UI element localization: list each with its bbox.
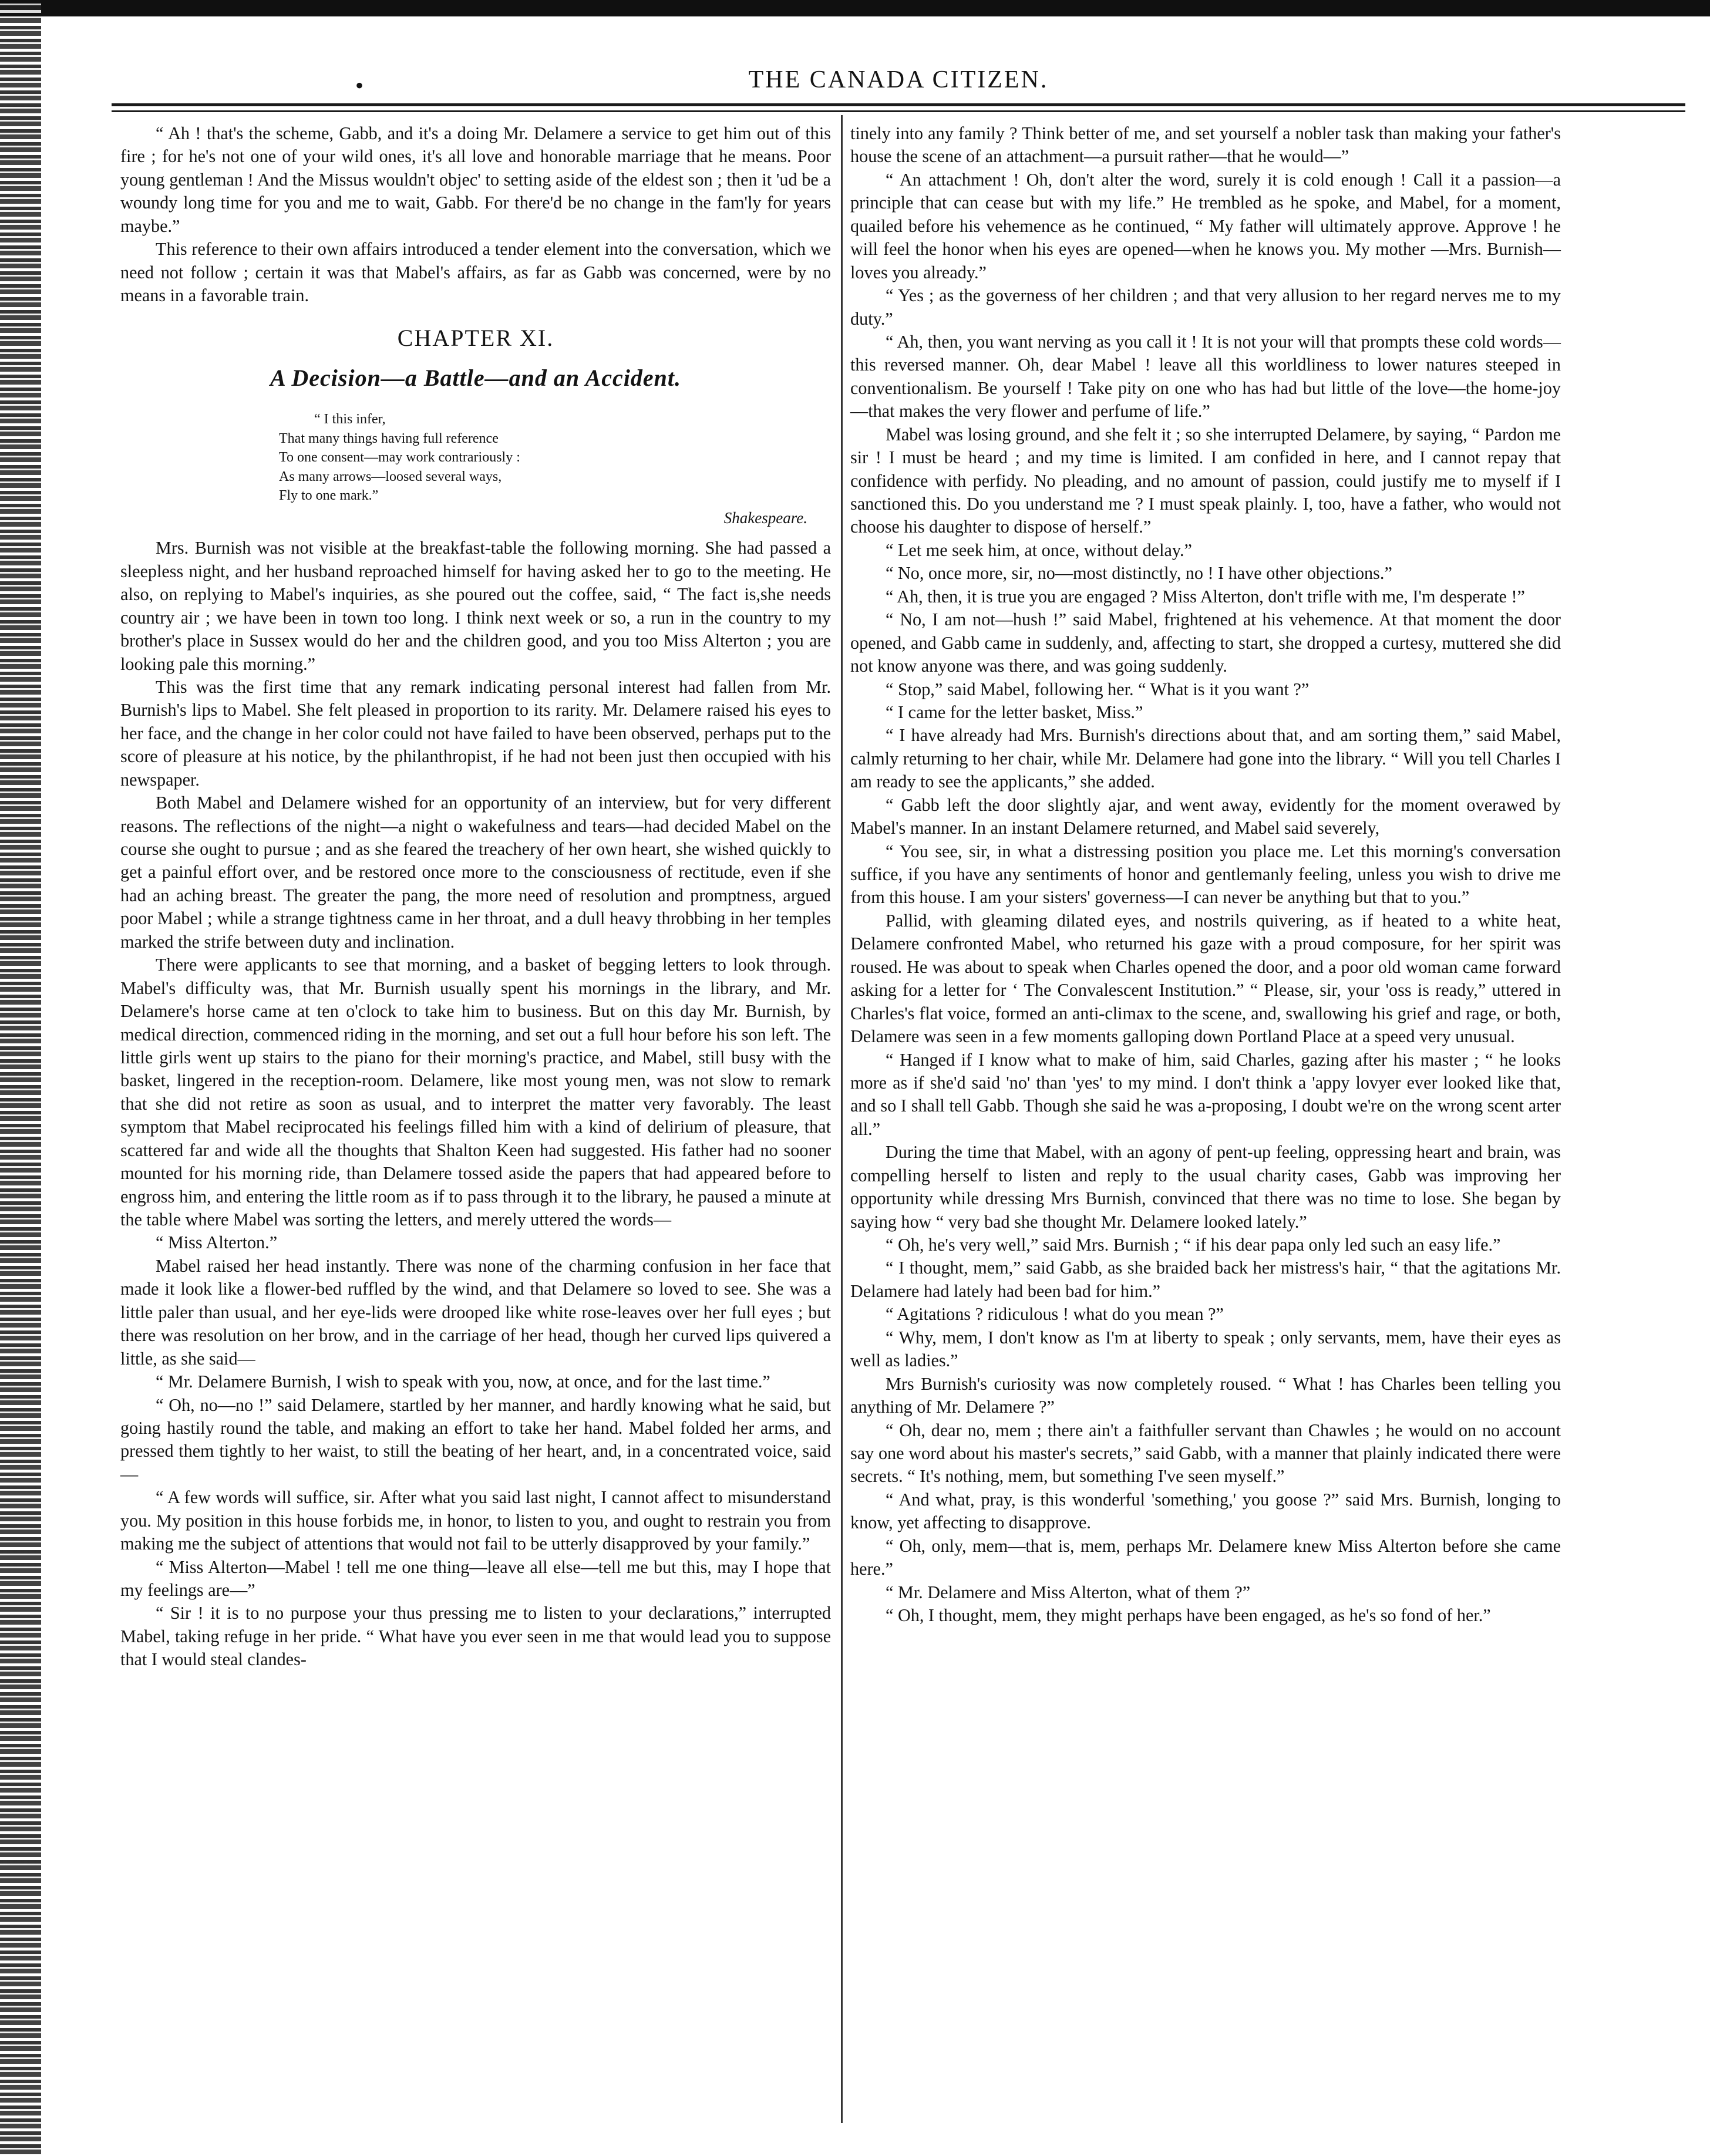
column-separator <box>841 115 843 2123</box>
right-column <box>850 122 1561 1627</box>
epigraph-attribution: Shakespeare. <box>723 509 807 527</box>
paragraph: “ An attachment ! Oh, don't alter the word, surely it is cold enough ! Call it a passion—a principle that can cease but with my life.” He trembled as he spoke, and Mabel, for a moment, quailed before his vehemence as he continued, “ My father will ultimately approve. Approve ! he will feel the honor when his eyes are opened—when he knows you. My mother —Mrs. Burnish—loves you already.” <box>850 169 1561 282</box>
paragraph: “ No, I am not—hush !” said Mabel, frightened at his vehemence. At that moment the door opened, and Gabb came in suddenly, and, affecting to start, she dropped a curtesy, muttered she did not know anyone was there, and was going suddenly. <box>850 609 1561 676</box>
paragraph: “ Why, mem, I don't know as I'm at liberty to speak ; only servants, mem, have their eyes as well as ladies.” <box>850 1327 1561 1371</box>
top-border-bar <box>0 0 1710 16</box>
paragraph: “ Stop,” said Mabel, following her. “ What is it you want ?” <box>886 679 1310 699</box>
header-dot: • <box>355 72 366 99</box>
page-header <box>112 66 1685 99</box>
paragraph: “ Oh, I thought, mem, they might perhaps have been engaged, as he's so fond of her.” <box>886 1605 1491 1625</box>
paragraph: “ Yes ; as the governess of her children ; and that very allusion to her regard nerves me to my duty.” <box>850 285 1561 329</box>
paragraph: Mrs Burnish's curiosity was now completely roused. “ What ! has Charles been telling you anything of Mr. Delamere ?” <box>850 1373 1561 1417</box>
paragraph: This reference to their own affairs introduced a tender element into the conversation, which we need not follow ; certain it was that Mabel's affairs, as far as Gabb was concerned, were by no means in a favorable train. <box>120 239 831 306</box>
epigraph-line: To one consent—may work contrariously : <box>279 450 520 466</box>
epigraph <box>279 410 831 506</box>
paragraph: “ Ah, then, it is true you are engaged ? Miss Alterton, don't trifle with me, I'm desperate !” <box>886 586 1525 607</box>
paragraph: tinely into any family ? Think better of me, and set yourself a nobler task than making your father's house the scene of an attachment—a pursuit rather—that he would—” <box>850 123 1561 167</box>
paragraph: Pallid, with gleaming dilated eyes, and nostrils quivering, as if heated to a white heat, Delamere confronted Mabel, who returned his gaze with a proud composure, for her spirit was roused. He was about to speak when Charles opened the door, and a poor old woman came forward asking for a letter for ‘ The Convalescent Institution.” “ Please, sir, your 'oss is ready,” uttered in Charles's flat voice, formed an anti-climax to the scene, and, swallowing his grief and rage, or both, Delamere was seen in a few moments galloping down Portland Place at a speed very unusual. <box>850 910 1561 1047</box>
header-rule-thick <box>112 103 1685 106</box>
paragraph: “ And what, pray, is this wonderful 'something,' you goose ?” said Mrs. Burnish, longing to know, yet affecting to disapprove. <box>850 1489 1561 1533</box>
paragraph: “ Oh, only, mem—that is, mem, perhaps Mr. Delamere knew Miss Alterton before she came here.” <box>850 1535 1561 1579</box>
paragraph: Both Mabel and Delamere wished for an opportunity of an interview, but for very different reasons. The reflections of the night—a night o wakefulness and tears—had decided Mabel on the course she ought to pursue ; and as she feared the treachery of her own heart, she wished quickly to get a painful effort over, and be restored once more to the consciousness of rectitude, even if she had an aching breast. The greater the pang, the more need of resolution and promptness, argued poor Mabel ; while a strange tightness came in her throat, and a dull heavy throbbing in her temples marked the strife between duty and inclination. <box>120 793 831 952</box>
paragraph: “ Mr. Delamere and Miss Alterton, what of them ?” <box>886 1582 1251 1602</box>
paragraph: “ Oh, he's very well,” said Mrs. Burnish ; “ if his dear papa only led such an easy life.” <box>886 1235 1501 1255</box>
paragraph: “ You see, sir, in what a distressing position you place me. Let this morning's conversation suffice, if you have any sentiments of honor and gentlemanly feeling, unless you wish to drive me from this house. I am your sisters' governess—I can never be anything but that to you.” <box>850 841 1561 908</box>
paragraph: “ Gabb left the door slightly ajar, and went away, evidently for the moment overawed by Mabel's manner. In an instant Delamere returned, and Mabel said severely, <box>850 794 1561 838</box>
paragraph: “ Miss Alterton.” <box>156 1232 278 1253</box>
paragraph: “ Sir ! it is to no purpose your thus pressing me to listen to your declarations,” interrupted Mabel, taking refuge in her pride. “ What have you ever seen in me that would lead you to suppose that I would steal clandes- <box>120 1603 831 1670</box>
epigraph-line: “ I this infer, <box>314 411 386 427</box>
scan-binding-edge <box>0 0 41 2156</box>
paragraph: “ Agitations ? ridiculous ! what do you mean ?” <box>886 1304 1224 1325</box>
epigraph-line: As many arrows—loosed several ways, <box>279 469 502 484</box>
paragraph: “ Ah ! that's the scheme, Gabb, and it's a doing Mr. Delamere a service to get him out of this fire ; for he's not one of your wild ones, it's all love and honorable marriage that he means. Poor young gentleman ! And the Missus wouldn't objec' to setting aside of the eldest son ; then it 'ud be a woundy long time for you and me to wait, Gabb. For there'd be no change in the fam'ly for years maybe.” <box>120 123 831 236</box>
paragraph: “ Let me seek him, at once, without delay.” <box>886 540 1192 560</box>
newspaper-title: THE CANADA CITIZEN. <box>748 66 1049 93</box>
paragraph: “ No, once more, sir, no—most distinctly, no ! I have other objections.” <box>886 563 1392 584</box>
paragraph: “ Hanged if I know what to make of him, said Charles, gazing after his master ; “ he looks more as if she'd said 'no' than 'yes' to my mind. I don't think a 'appy lovyer ever looked like that, and so I shall tell Gabb. Though she said he was a-proposing, I doubt we're on the wrong scent arter all.” <box>850 1049 1561 1139</box>
paragraph: “ Oh, no—no !” said Delamere, startled by her manner, and hardly knowing what he said, but going hastily round the table, and making an effort to take her hand. Mabel folded her arms, and pressed them tightly to her waist, to still the beating of her heart, and, in a concentrated voice, said— <box>120 1394 831 1484</box>
epigraph-line: That many things having full reference <box>279 430 499 446</box>
paragraph: “ I thought, mem,” said Gabb, as she braided back her mistress's hair, “ that the agitations Mr. Delamere had lately had been bad for him.” <box>850 1258 1561 1301</box>
paragraph: “ I have already had Mrs. Burnish's directions about that, and am sorting them,” said Mabel, calmly returning to her chair, while Mr. Delamere had gone into the library. “ Will you tell Charles I am ready to see the applicants,” she added. <box>850 725 1561 792</box>
left-column <box>120 122 831 1672</box>
chapter-subtitle: A Decision—a Battle—and an Accident. <box>270 364 682 391</box>
paragraph: “ Oh, dear no, mem ; there ain't a faithfuller servant than Chawles ; he would on no account say one word about his master's secrets,” said Gabb, with a manner that plainly indicated there were secrets. “ It's nothing, mem, but something I've seen myself.” <box>850 1420 1561 1487</box>
header-rule-thin <box>112 110 1685 112</box>
paragraph: “ A few words will suffice, sir. After what you said last night, I cannot affect to misunderstand you. My position in this house forbids me, in honor, to listen to you, and ought to restrain you from making me the subject of attentions that would not fail to be utterly disapproved by your family.” <box>120 1487 831 1554</box>
paragraph: This was the first time that any remark indicating personal interest had fallen from Mr. Burnish's lips to Mabel. She felt pleased in proportion to its rarity. Mr. Delamere raised his eyes to her face, and the change in her color could not have failed to have been observed, perhaps put to the score of pleasure at his notice, by the philanthropist, if he had not been just then occupied with his newspaper. <box>120 676 831 790</box>
paragraph: Mabel raised her head instantly. There was none of the charming confusion in her face that made it look like a flower-bed ruffled by the wind, and that Delamere so loved to see. She was a little paler than usual, and her eye-lids were drooped like white rose-leaves over her full eyes ; but there was resolution on her brow, and in the carriage of her head, though her curved lips quivered a little, as she said— <box>120 1255 831 1369</box>
paragraph: Mabel was losing ground, and she felt it ; so she interrupted Delamere, by saying, “ Pardon me sir ! I must be heard ; and my time is limited. I am confided in here, and I cannot repay that confidence with perfidy. No pleading, and no amount of passion, could justify me to myself if I sanctioned this. Do you understand me ? I must speak plainly. I, too, have a father, who would not choose his daughter to dispose of herself.” <box>850 424 1561 537</box>
epigraph-line: Fly to one mark.” <box>279 488 379 504</box>
paragraph: There were applicants to see that morning, and a basket of begging letters to look through. Mabel's difficulty was, that Mr. Burnish usually spent his mornings in the library, and Mr. Delamere's horse came at ten o'clock to take him to business. But on this day Mr. Burnish, by medical direction, commenced riding in the morning, and set out a full hour before his son left. The little girls went up stairs to the piano for their morning's practice, and Mabel, still busy with the basket, lingered in the reception-room. Delamere, like most young men, was not slow to remark that she did not retire as soon as usual, and to interpret the matter very favorably. The least symptom that Mabel reciprocated his feelings filled him with a kind of delirium of pleasure, that scattered far and wide all the thoughts that Shalton Keen had suggested. His father had no sooner mounted for his morning ride, than Delamere tossed aside the papers that had appeared before to engross him, and entering the little room as if to pass through it to the library, he paused a minute at the table where Mabel was sorting the letters, and merely uttered the words— <box>120 955 831 1230</box>
paragraph: “ Miss Alterton—Mabel ! tell me one thing—leave all else—tell me but this, may I hope that my feelings are—” <box>120 1557 831 1601</box>
paragraph: “ Mr. Delamere Burnish, I wish to speak with you, now, at once, and for the last time.” <box>156 1372 770 1392</box>
paragraph: “ I came for the letter basket, Miss.” <box>886 702 1143 722</box>
paragraph: During the time that Mabel, with an agony of pent-up feeling, oppressing heart and brain, was compelling herself to listen and reply to the usual charity cases, Gabb was improving her opportunity while dressing Mrs Burnish, convinced that there was no time to lose. She began by saying how “ very bad she thought Mr. Delamere looked lately.” <box>850 1142 1561 1232</box>
paragraph: Mrs. Burnish was not visible at the breakfast-table the following morning. She had passed a sleepless night, and her husband reproached himself for having asked her to go to the meeting. He also, on replying to Mabel's inquiries, as she poured out the coffee, said, “ The fact is,she needs country air ; we have been in town too long. I think next week or so, a run in the country to my brother's place in Sussex would do her and the children good, and you too Miss Alterton ; you are looking pale this morning.” <box>120 538 831 674</box>
paragraph: “ Ah, then, you want nerving as you call it ! It is not your will that prompts these cold words—this reversed manner. Oh, dear Mabel ! leave all this worldliness to lower natures steeped in conventionalism. Be yourself ! Take pity on one who has had but little of the love—the home-joy —that makes the very flower and perfume of life.” <box>850 331 1561 422</box>
chapter-heading: CHAPTER XI. <box>397 324 554 351</box>
